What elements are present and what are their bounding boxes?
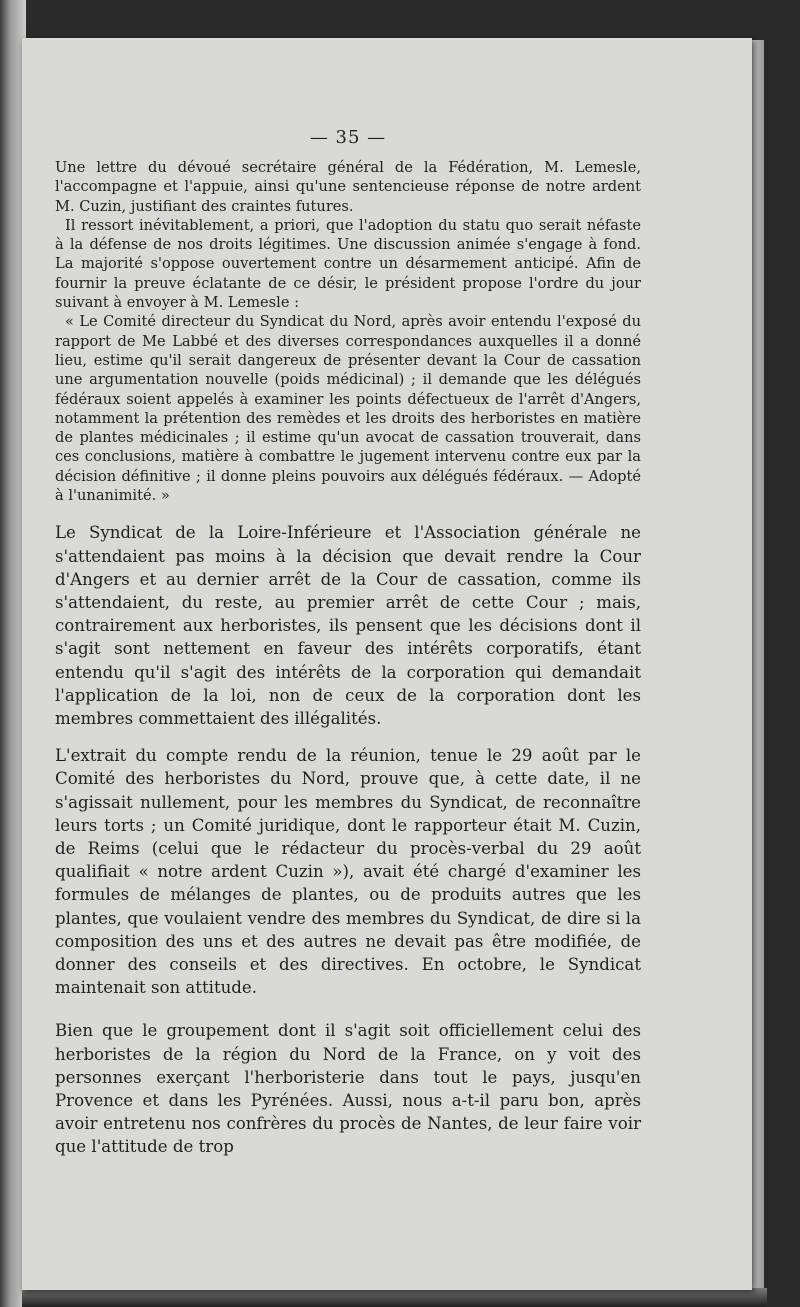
paragraph: Une lettre du dévoué secrétaire général de la Fédération, M. Lemesle, l'accompagne et l'appuie, ainsi qu'une sentencieuse réponse de notre ardent M. Cuzin, justifiant des craintes futures. [55, 159, 641, 215]
page-number: — 35 — [309, 127, 387, 148]
small-print-section [55, 158, 641, 505]
quoted-resolution: « Le Comité directeur du Syndicat du Nord, après avoir entendu l'exposé du rapport de Me Labbé et des diverses correspondances auxquelles il a donné lieu, estime qu'il serait dangereux de présenter devant la Cour de cassation une argumentation nouvelle (poids médicinal) ; il demande que les délégués fédéraux soient appelés à examiner les points défectueux de l'arrêt d'Angers, notamment la prétention des remèdes et les droits des herboristes en matière de plantes médicinales ; il estime qu'un avocat de cassation trouverait, dans ces conclusions, matière à combattre le jugement intervenu contre eux par la décision définitive ; il donne pleins pouvoirs aux délégués fédéraux. — Adopté à l'unanimité. » [55, 313, 641, 505]
page-content [55, 127, 641, 1159]
paragraph: L'extrait du compte rendu de la réunion, tenue le 29 août par le Comité des herboristes du Nord, prouve que, à cette date, il ne s'agissait nullement, pour les membres du Syndicat, de reconnaître leurs torts ; un Comité juridique, dont le rapporteur était M. Cuzin, de Reims (celui que le rédacteur du procès-verbal du 29 août qualifiait « notre ardent Cuzin »), avait été chargé d'examiner les formules de mélanges de plantes, ou de produits autres que les plantes, que voulaient vendre des membres du Syndicat, de dire si la composition des uns et des autres ne devait pas être modifiée, de donner des conseils et des directives. En octobre, le Syndicat maintenait son attitude. [55, 746, 641, 998]
paragraph: Le Syndicat de la Loire-Inférieure et l'Association générale ne s'attendaient pas moins à la décision que devait rendre la Cour d'Angers et au dernier arrêt de la Cour de cassation, comme ils s'attendaient, du reste, au premier arrêt de cette Cour ; mais, contrairement aux herboristes, ils pensent que les décisions dont il s'agit sont nettement en faveur des intérêts corporatifs, étant entendu qu'il s'agit des intérêts de la corporation qui demandait l'application de la loi, non de ceux de la corporation dont les membres commettaient des illégalités. [55, 523, 641, 728]
main-text-section [55, 521, 641, 1158]
paragraph: Il ressort inévitablement, a priori, que l'adoption du statu quo serait néfaste à la défense de nos droits légitimes. Une discussion animée s'engage à fond. La majorité s'oppose ouvertement contre un désarmement anticipé. Afin de fournir la preuve éclatante de ce désir, le président propose l'ordre du jour suivant à envoyer à M. Lemesle : [55, 216, 641, 312]
book-bottom-edge [22, 1288, 767, 1307]
paragraph: Bien que le groupement dont il s'agit soit officiellement celui des herboristes de la région du Nord de la France, on y voit des personnes exerçant l'herboristerie dans tout le pays, jusqu'en Provence et dans les Pyrénées. Aussi, nous a-t-il paru bon, après avoir entretenu nos confrères du procès de Nantes, de leur faire voir que l'attitude de trop [55, 1021, 641, 1157]
